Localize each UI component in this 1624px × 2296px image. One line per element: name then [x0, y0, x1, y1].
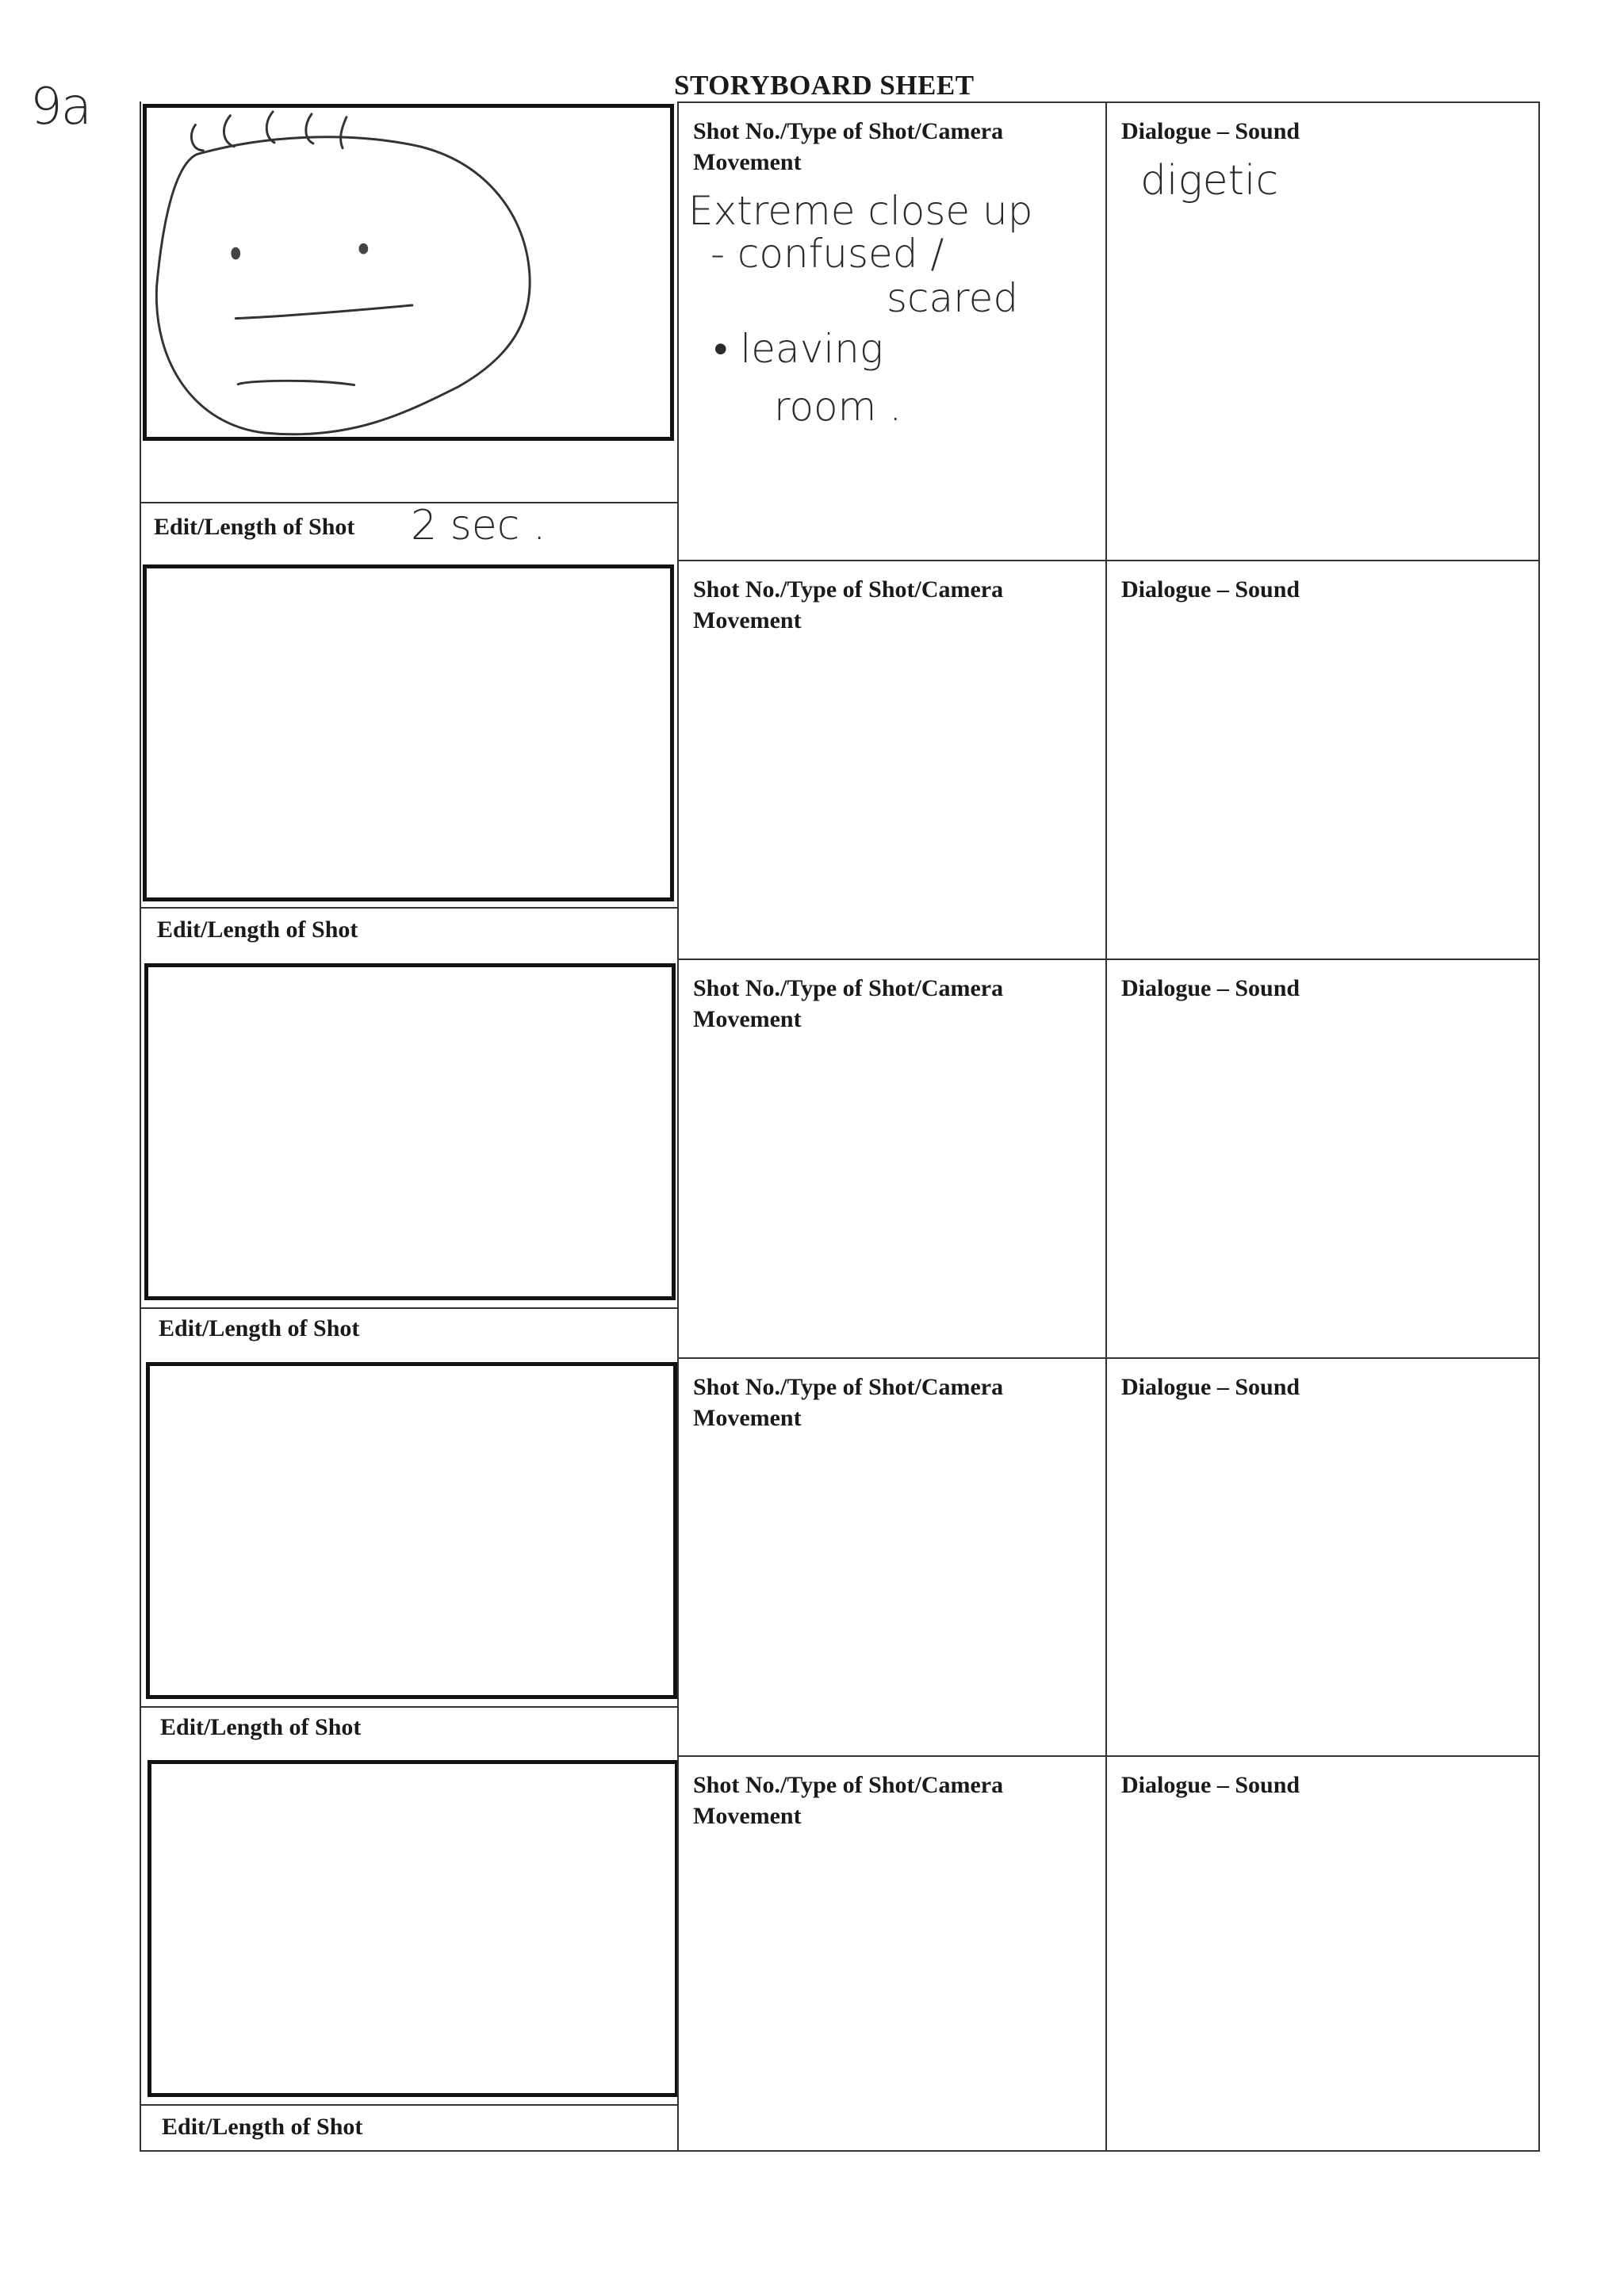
edit-length-label: Edit/Length of Shot: [157, 916, 358, 943]
frame-column: [140, 560, 677, 959]
edit-length-label: Edit/Length of Shot: [159, 1315, 360, 1341]
shot-column: [677, 1357, 1105, 1755]
frame-column: [140, 1755, 677, 2150]
sound-note[interactable]: digetic: [1140, 157, 1279, 205]
dialogue-sound-label: Dialogue – Sound: [1121, 1374, 1300, 1400]
sketch-frame[interactable]: [147, 1760, 679, 2097]
dialogue-sound-label: Dialogue – Sound: [1121, 1772, 1300, 1798]
shot-note-line[interactable]: - confused /: [710, 231, 944, 277]
shot-note-line[interactable]: • leaving: [714, 326, 883, 372]
page-number: 9a: [30, 78, 90, 136]
shot-column: [677, 959, 1105, 1357]
storyboard-row: [140, 959, 1540, 1357]
shot-note-line[interactable]: room .: [774, 384, 902, 430]
storyboard-table: [140, 101, 1540, 2152]
shot-column: [677, 560, 1105, 959]
sketch-frame[interactable]: [143, 564, 674, 901]
shot-type-label: Shot No./Type of Shot/Camera Movement: [693, 975, 1004, 1032]
frame-column: [140, 1357, 677, 1755]
shot-type-label: Shot No./Type of Shot/Camera Movement: [693, 1772, 1004, 1829]
shot-note-line[interactable]: scared: [887, 275, 1019, 321]
shot-column: [677, 1755, 1105, 2150]
storyboard-row: [140, 1357, 1540, 1755]
frame-column: [140, 101, 677, 560]
face-drawing: [147, 108, 670, 437]
edit-length-value[interactable]: 2 sec .: [411, 502, 546, 549]
edit-divider: [141, 1307, 679, 1309]
sound-column: [1105, 1357, 1540, 1755]
edit-divider: [141, 502, 679, 503]
edit-divider: [141, 2104, 679, 2106]
sound-column: [1105, 1755, 1540, 2150]
storyboard-row: [140, 560, 1540, 959]
sketch-frame[interactable]: [146, 1362, 677, 1699]
storyboard-row: [140, 101, 1540, 560]
edit-length-label: Edit/Length of Shot: [154, 514, 355, 540]
dialogue-sound-label: Dialogue – Sound: [1121, 975, 1300, 1001]
shot-type-label: Shot No./Type of Shot/Camera Movement: [693, 118, 1004, 175]
dialogue-sound-label: Dialogue – Sound: [1121, 118, 1300, 144]
edit-divider: [141, 1706, 679, 1708]
sound-column: [1105, 959, 1540, 1357]
sketch-frame[interactable]: [143, 104, 674, 441]
frame-column: [140, 959, 677, 1357]
sound-column: [1105, 560, 1540, 959]
edit-length-label: Edit/Length of Shot: [162, 2114, 363, 2140]
sound-column: [1105, 101, 1540, 560]
edit-length-label: Edit/Length of Shot: [160, 1714, 362, 1740]
storyboard-row: [140, 1755, 1540, 2150]
dialogue-sound-label: Dialogue – Sound: [1121, 576, 1300, 603]
sketch-frame[interactable]: [144, 963, 676, 1300]
shot-column: [677, 101, 1105, 560]
shot-note-line[interactable]: Extreme close up: [688, 188, 1033, 234]
sheet-title: STORYBOARD SHEET: [674, 70, 975, 101]
table-bottom-border: [140, 2150, 1540, 2152]
edit-divider: [141, 907, 679, 909]
shot-type-label: Shot No./Type of Shot/Camera Movement: [693, 576, 1004, 633]
shot-type-label: Shot No./Type of Shot/Camera Movement: [693, 1374, 1004, 1431]
